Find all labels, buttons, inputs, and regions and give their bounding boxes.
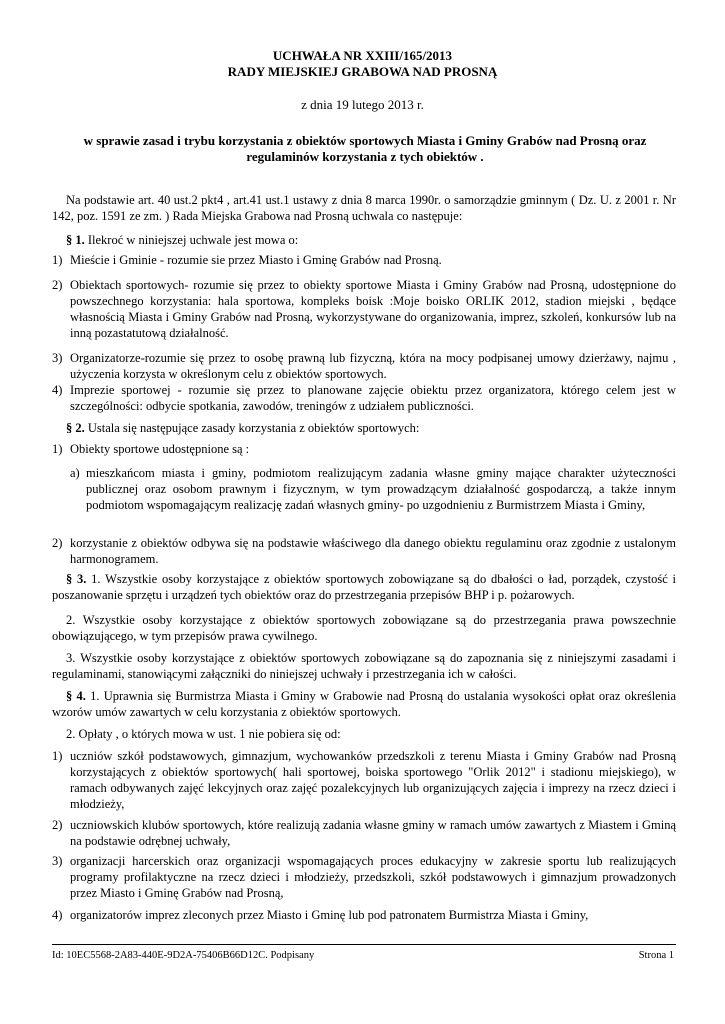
list-item-number: 2) bbox=[52, 536, 63, 550]
document-id: Id: 10EC5568-2A83-440E-9D2A-75406B66D12C. Podpisany bbox=[52, 950, 315, 961]
section-1-intro-text: Ilekroć w niniejszej uchwale jest mowa o: bbox=[84, 233, 299, 247]
section-3-para-1-text: 1. Wszystkie osoby korzystające z obiektów sportowych zobowiązane są do dbałości o ład, porządek, czystość i poszanowanie sprzętu i urządzeń tych obiektów oraz do przestrzegania przepisów BHP i p. pożarowych. bbox=[52, 572, 676, 602]
section-2-intro bbox=[66, 420, 676, 436]
list-item-number: 1) bbox=[52, 442, 63, 456]
list-item bbox=[52, 817, 676, 849]
list-item-text: organizacji harcerskich oraz organizacji wspomagających proces edukacyjny w zakresie sportu lub realizujących programy profilaktyczne na rzecz dzieci i młodzieży, przedszkoli, szkół podstawowych i gimnazjum prowadzonych przez Miasto i Gminę Grabów nad Prosną, bbox=[70, 854, 676, 900]
list-item-text: organizatorów imprez zleconych przez Miasto i Gminę lub pod patronatem Burmistrza Miasta i Gminy, bbox=[70, 908, 589, 922]
list-item-text: Organizatorze-rozumie się przez to osobę prawną lub fizyczną, która na mocy podpisanej umowy dzierżawy, najmu , użyczenia korzysta w określonym celu z obiektów sportowych. bbox=[70, 351, 676, 381]
list-item bbox=[52, 277, 676, 341]
list-item-number: 2) bbox=[52, 278, 63, 292]
section-3-para-2: 2. Wszystkie osoby korzystające z obiektów sportowych zobowiązane są do przestrzegania prawa powszechnie obowiązującego, w tym przepisów prawa cywilnego. bbox=[52, 613, 676, 643]
list-item-text: uczniów szkół podstawowych, gimnazjum, wychowanków przedszkoli z terenu Miasta i Gminy Grabów nad Prosną korzystających z obiektów sportowych( hali sportowej, boiska sportowego "Orlik 2012" i stadionu miejskiego), w ramach odbywanych zajęć lekcyjnych oraz zajęć pozalekcyjnych lub organizujących zajęcia i imprezy na rzecz dzieci i młodzieży, bbox=[70, 749, 676, 811]
sub-list-item bbox=[52, 465, 676, 513]
footer-divider bbox=[52, 944, 676, 945]
list-item-text: Obiekty sportowe udostępnione są : bbox=[70, 442, 250, 456]
list-item-number: 3) bbox=[52, 351, 63, 365]
list-item-number: 3) bbox=[52, 854, 63, 868]
section-4-para-1-text: 1. Uprawnia się Burmistrza Miasta i Gminy w Grabowie nad Prosną do ustalania wysokości opłat oraz określenia wzorów umów zawartych w celu korzystania z obiektów sportowych. bbox=[52, 689, 676, 719]
list-item-text: uczniowskich klubów sportowych, które realizują zadania własne gminy w ramach umów zawartych z Miastem i Gminą na podstawie odrębnej uchwały, bbox=[70, 818, 676, 848]
list-item-number: 2) bbox=[52, 818, 63, 832]
list-item bbox=[52, 252, 676, 268]
sub-list-item-letter: a) bbox=[70, 466, 80, 480]
section-4-mark: § 4. bbox=[66, 689, 86, 703]
list-item bbox=[52, 907, 676, 923]
section-2-mark: § 2. bbox=[66, 421, 85, 435]
council-name: RADY MIEJSKIEJ GRABOWA NAD PROSNĄ bbox=[227, 64, 498, 79]
list-item-number: 4) bbox=[52, 383, 63, 397]
section-3-para-3: 3. Wszystkie osoby korzystające z obiektów sportowych zobowiązane są do zapoznania się z niniejszymi zasadami i regulaminami, stanowiącymi załączniki do niniejszej uchwały i przestrzegania ich w całości. bbox=[52, 651, 676, 681]
list-item bbox=[52, 748, 676, 812]
resolution-number: UCHWAŁA NR XXIII/165/2013 bbox=[272, 48, 453, 63]
resolution-subject: w sprawie zasad i trybu korzystania z obiektów sportowych Miasta i Gminy Grabów nad Prosną oraz regulaminów korzystania z tych obiektów . bbox=[83, 133, 647, 164]
section-4-para-1 bbox=[52, 688, 676, 720]
section-2-intro-text: Ustala się następujące zasady korzystania z obiektów sportowych: bbox=[84, 421, 420, 435]
list-item-text: Mieście i Gminie - rozumie sie przez Miasto i Gminę Grabów nad Prosną. bbox=[70, 253, 442, 267]
section-1-intro bbox=[66, 232, 676, 248]
list-item-text: Imprezie sportowej - rozumie się przez to planowane zajęcie obiektu przez organizatora, którego celem jest w szczególności: odbycie spotkania, zawodów, treningów z udziałem publiczności. bbox=[70, 383, 676, 413]
list-item-number: 4) bbox=[52, 908, 63, 922]
list-item bbox=[52, 535, 676, 567]
sub-list-item-text: mieszkańcom miasta i gminy, podmiotom realizującym zadania własne gminy mające charakter użyteczności publicznej oraz osobom prawnym i fizycznym, w tym prowadzącym działalność gospodarczą, a także innym podmiotom wspomagającym realizację zadań własnych gminy- po uzgodnieniu z Burmistrzem Miasta i Gminy, bbox=[86, 466, 676, 512]
section-1-mark: § 1. bbox=[66, 233, 85, 247]
section-3-para-1 bbox=[52, 571, 676, 603]
preamble: Na podstawie art. 40 ust.2 pkt4 , art.41 ust.1 ustawy z dnia 8 marca 1990r. o samorządzie gminnym ( Dz. U. z 2001 r. Nr 142, poz. 1591 ze zm. ) Rada Miejska Grabowa nad Prosną uchwala co następuje: bbox=[52, 193, 676, 223]
list-item bbox=[52, 382, 676, 414]
section-4-para-2: 2. Opłaty , o których mowa w ust. 1 nie pobiera się od: bbox=[66, 727, 341, 741]
resolution-date: z dnia 19 lutego 2013 r. bbox=[301, 97, 424, 112]
list-item-number: 1) bbox=[52, 749, 63, 763]
list-item-text: Obiektach sportowych- rozumie się przez to obiekty sportowe Miasta i Gminy Grabów nad Prosną, udostępnione do powszechnego korzystania: hala sportowa, kompleks boisk :Moje boisko ORLIK 2012, stadion miejski , będące własnością Miasta i Gminy Grabów nad Prosną, wykorzystywane do organizowania, imprez, szkoleń, konkursów lub na inną pozastatutową działalność. bbox=[70, 278, 676, 340]
list-item bbox=[52, 853, 676, 901]
section-3-mark: § 3. bbox=[66, 572, 87, 586]
list-item bbox=[52, 350, 676, 382]
list-item-number: 1) bbox=[52, 253, 63, 267]
list-item bbox=[52, 441, 676, 457]
page-number: Strona 1 bbox=[638, 950, 674, 961]
list-item-text: korzystanie z obiektów odbywa się na podstawie właściwego dla danego obiektu regulaminu oraz zgodnie z ustalonym harmonogramem. bbox=[70, 536, 676, 566]
